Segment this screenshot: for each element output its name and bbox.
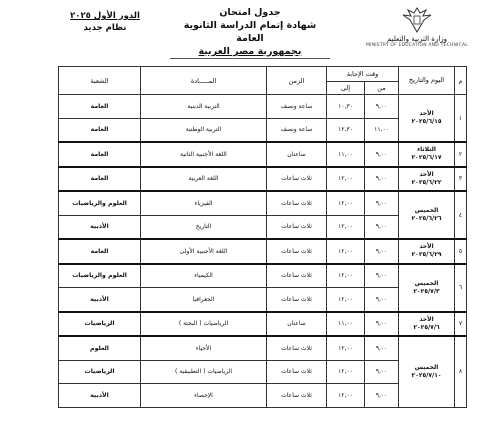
row-num: ٥ <box>455 239 467 264</box>
duration: ساعتان <box>267 312 327 337</box>
eagle-emblem-icon <box>399 6 435 34</box>
time-to: ١٢,٠٠ <box>327 167 365 192</box>
row-num: ٢ <box>455 142 467 167</box>
row-num: ٧ <box>455 312 467 337</box>
time-to: ١٢,٣٠ <box>327 118 365 142</box>
day-date-cell <box>399 191 455 239</box>
duration: ثلاث ساعات <box>267 239 327 264</box>
title-line-2: شهادة إتمام الدراسة الثانوية العامة <box>183 20 317 44</box>
duration: ثلاث ساعات <box>267 360 327 384</box>
branch: العامة <box>59 142 141 167</box>
header-duration: الزمن <box>267 67 327 95</box>
time-from: ٩,٠٠ <box>365 95 399 119</box>
exam-schedule-sheet <box>30 4 470 422</box>
row-num: ٤ <box>455 191 467 239</box>
header-day-date: اليوم والتاريخ <box>399 67 455 95</box>
duration: ثلاث ساعات <box>267 288 327 312</box>
header-subject: المـــــادة <box>141 67 267 95</box>
day-name: الأحد <box>419 243 434 251</box>
subject: التاريخ <box>141 215 267 239</box>
duration: ساعة ونصف <box>267 118 327 142</box>
day-date-cell <box>399 142 455 167</box>
subject: الإحصاء <box>141 384 267 408</box>
branch: العامة <box>59 239 141 264</box>
time-to: ١٢,٠٠ <box>327 336 365 360</box>
exam-date: ٢٠٢٥/٧/٦ <box>413 323 440 331</box>
time-to: ١١,٠٠ <box>327 312 365 337</box>
branch: الأدبية <box>59 288 141 312</box>
time-to: ١٢,٠٠ <box>327 288 365 312</box>
subject: الرياضيات ( البحتة ) <box>141 312 267 337</box>
branch: العامة <box>59 95 141 119</box>
branch: العلوم والرياضيات <box>59 191 141 215</box>
exam-date: ٢٠٢٥/٦/٢٢ <box>411 178 442 186</box>
branch: العلوم والرياضيات <box>59 264 141 288</box>
row-num: ٦ <box>455 264 467 312</box>
row-num: ٣ <box>455 167 467 192</box>
table-row <box>59 312 467 337</box>
time-from: ٩,٠٠ <box>365 312 399 337</box>
branch: الأدبية <box>59 215 141 239</box>
duration: ثلاث ساعات <box>267 215 327 239</box>
table-row <box>59 142 467 167</box>
header-branch: الشعبة <box>59 67 141 95</box>
exam-round-label <box>70 10 140 34</box>
day-date-cell <box>399 312 455 337</box>
branch: العلوم <box>59 336 141 360</box>
subject: الفيزياء <box>141 191 267 215</box>
time-from: ٩,٠٠ <box>365 215 399 239</box>
title-line-3: بجمهورية مصر العربية <box>198 46 302 57</box>
exam-date: ٢٠٢٥/٦/٢٦ <box>411 215 442 222</box>
header-answer-time: وقت الإجابة <box>327 67 399 82</box>
subject: التربية الدينية <box>141 95 267 119</box>
subject: اللغة الأجنبية الثانية <box>141 142 267 167</box>
day-name: الأحد <box>419 170 434 178</box>
branch: الرياضيات <box>59 312 141 337</box>
duration: ثلاث ساعات <box>267 336 327 360</box>
time-from: ٩,٠٠ <box>365 360 399 384</box>
time-from: ٩,٠٠ <box>365 142 399 167</box>
table-row <box>59 239 467 264</box>
day-name: الأحد <box>419 315 434 323</box>
time-to: ١٢,٠٠ <box>327 215 365 239</box>
table-row <box>59 336 467 360</box>
table-row <box>59 264 467 288</box>
time-to: ١٢,٠٠ <box>327 384 365 408</box>
subject: الأحياء <box>141 336 267 360</box>
exam-date: ٢٠٢٥/٦/١٧ <box>411 154 442 162</box>
title-line-1: جدول امتحان <box>219 7 281 18</box>
time-to: ١٠,٣٠ <box>327 95 365 119</box>
table-row <box>59 167 467 192</box>
branch: الأدبية <box>59 384 141 408</box>
ministry-logo <box>368 6 466 56</box>
day-name: الثلاثاء <box>417 146 436 154</box>
time-from: ٩,٠٠ <box>365 288 399 312</box>
row-num: ٨ <box>455 336 467 407</box>
subject: الجغرافيا <box>141 288 267 312</box>
system-text: نظام جديد <box>83 23 127 33</box>
branch: العامة <box>59 118 141 142</box>
header-num: م <box>455 67 467 95</box>
exam-date: ٢٠٢٥/٧/١٠ <box>411 371 442 379</box>
table-row <box>59 95 467 119</box>
schedule-table <box>58 66 467 408</box>
header-to: إلى <box>327 82 365 95</box>
logo-arabic-text: وزارة التربية والتعليم <box>386 35 448 43</box>
duration: ثلاث ساعات <box>267 264 327 288</box>
logo-english-text: MINISTRY OF EDUCATION AND TECHNICAL <box>366 43 468 48</box>
time-from: ٩,٠٠ <box>365 167 399 192</box>
subject: الكيمياء <box>141 264 267 288</box>
time-to: ١١,٠٠ <box>327 142 365 167</box>
day-date-cell <box>399 336 455 407</box>
day-date-cell <box>399 239 455 264</box>
document-title <box>170 6 330 59</box>
row-num: ١ <box>455 95 467 143</box>
day-name: الخميس <box>414 207 439 214</box>
time-from: ٩,٠٠ <box>365 239 399 264</box>
exam-date: ٢٠٢٥/٦/٢٩ <box>411 251 442 259</box>
duration: ثلاث ساعات <box>267 384 327 408</box>
round-text: الدور الأول ٢٠٢٥ <box>70 11 140 21</box>
day-date-cell <box>399 264 455 312</box>
duration: ساعة ونصف <box>267 95 327 119</box>
header-from: من <box>365 82 399 95</box>
subject: اللغة الأجنبية الأولى <box>141 239 267 264</box>
exam-date: ٢٠٢٥/٧/٣ <box>413 287 440 295</box>
branch: الرياضيات <box>59 360 141 384</box>
time-to: ١٢,٠٠ <box>327 191 365 215</box>
subject: التربية الوطنية <box>141 118 267 142</box>
time-to: ١٢,٠٠ <box>327 264 365 288</box>
time-to: ١٢,٠٠ <box>327 360 365 384</box>
time-from: ٩,٠٠ <box>365 191 399 215</box>
time-to: ١٢,٠٠ <box>327 239 365 264</box>
time-from: ٩,٠٠ <box>365 336 399 360</box>
subject: الرياضيات ( التطبيقية ) <box>141 360 267 384</box>
day-name: الأحد <box>419 110 434 117</box>
duration: ثلاث ساعات <box>267 191 327 215</box>
subject: اللغة العربية <box>141 167 267 192</box>
day-name: الخميس <box>414 279 439 287</box>
exam-date: ٢٠٢٥/٦/١٥ <box>411 118 442 125</box>
day-date-cell <box>399 95 455 143</box>
time-from: ١١,٠٠ <box>365 118 399 142</box>
table-row <box>59 191 467 215</box>
duration: ثلاث ساعات <box>267 167 327 192</box>
day-name: الخميس <box>414 363 439 371</box>
time-from: ٩,٠٠ <box>365 264 399 288</box>
duration: ساعتان <box>267 142 327 167</box>
time-from: ٩,٠٠ <box>365 384 399 408</box>
day-date-cell <box>399 167 455 192</box>
branch: العامة <box>59 167 141 192</box>
